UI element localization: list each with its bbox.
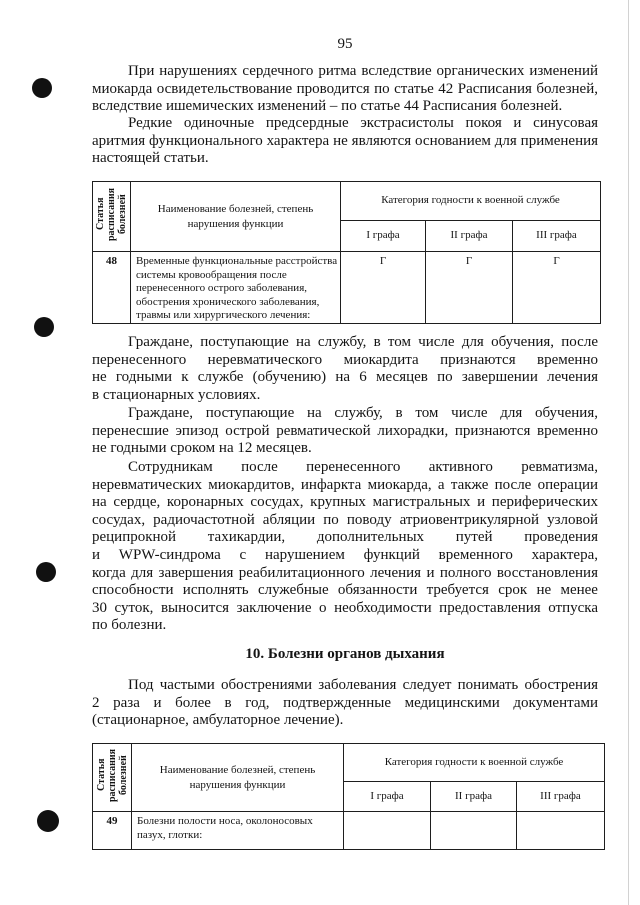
fitness-category-header: Категория годности к военной службе xyxy=(344,744,605,782)
column-2-header: II графа xyxy=(431,782,517,812)
scan-page-edge xyxy=(628,0,629,905)
text-line: способности исполнять служебные обязанности требуется срок не менее xyxy=(92,582,598,599)
paragraph xyxy=(92,459,598,635)
category-cell-column-2: Г xyxy=(426,252,513,324)
cell-text-line: пазух, глотки: xyxy=(137,828,203,841)
text-line: не годными сроком на 12 месяцев. xyxy=(92,440,312,457)
article-number-cell: 48 xyxy=(93,252,131,324)
category-cell-column-2 xyxy=(431,812,517,850)
cell-text-line: Болезни полости носа, околоносовых xyxy=(137,815,313,827)
text-line: При нарушениях сердечного ритма вследствие органических изменений xyxy=(128,63,599,79)
text-line: миокарда освидетельствование проводится по статье 42 Расписания болезней, xyxy=(92,80,598,97)
paragraph xyxy=(92,405,598,458)
text-line: 2 раза и более в год, подтвержденные медицинскими документами xyxy=(92,694,599,711)
paragraph xyxy=(92,115,598,168)
text-line: в стационарных условиях. xyxy=(92,386,261,403)
header-text: Статья xyxy=(95,758,107,792)
category-cell-column-1 xyxy=(344,812,431,850)
table-header-row xyxy=(93,744,605,782)
column-3-header: III графа xyxy=(517,782,605,812)
table-row xyxy=(93,252,601,324)
text-line: Под частыми обострениями заболевания следует понимать обострения xyxy=(128,677,599,693)
header-text: болезней xyxy=(117,755,129,796)
text-line: по болезни. xyxy=(92,617,167,634)
text-line: настоящей статьи. xyxy=(92,150,209,167)
category-cell-column-3 xyxy=(517,812,605,850)
article-column-header xyxy=(93,744,132,812)
header-text: нарушения функции xyxy=(187,217,284,230)
header-text: расписания xyxy=(106,187,117,241)
disease-name-column-header xyxy=(132,744,344,812)
article-column-header xyxy=(93,182,131,252)
disease-name-cell xyxy=(132,812,344,850)
punch-hole xyxy=(34,317,54,337)
section-heading: 10. Болезни органов дыхания xyxy=(245,646,445,662)
page-number: 95 xyxy=(337,36,353,52)
fitness-category-table xyxy=(92,181,601,324)
text-line: когда для завершения реабилитационного лечения и полного восстановления xyxy=(92,564,598,581)
column-1-header: I графа xyxy=(344,782,431,812)
fitness-category-header: Категория годности к военной службе xyxy=(341,182,601,221)
text-line: сосудах, радиочастотной абляции по поводу атриовентрикулярной узловой xyxy=(92,511,598,528)
text-line: Редкие одиночные предсердные экстрасистолы покоя и синусовая xyxy=(128,115,598,131)
column-3-header: III графа xyxy=(513,221,601,252)
paragraph xyxy=(92,334,598,404)
category-cell-column-1: Г xyxy=(341,252,426,324)
category-cell-column-3: Г xyxy=(513,252,601,324)
article-number-cell: 49 xyxy=(93,812,132,850)
paragraph xyxy=(92,677,598,730)
header-text: нарушения функции xyxy=(189,778,286,791)
text-line: неревматических миокардитов, инфаркта миокарда, а также после операции xyxy=(92,476,599,493)
header-text: расписания xyxy=(106,748,118,802)
text-line: (стационарное, амбулаторное лечение). xyxy=(92,712,344,729)
text-line: Сотрудникам после перенесенного активного ревматизма, xyxy=(128,459,598,475)
text-line: Граждане, поступающие на службу, в том числе для обучения, после xyxy=(128,334,598,350)
disease-name-cell xyxy=(131,252,341,324)
text-line: вследствие ишемических изменений – по статье 44 Расписания болезней. xyxy=(92,98,563,115)
cell-text-line: перенесенного острого заболевания, xyxy=(136,282,308,295)
punch-hole xyxy=(37,810,59,832)
text-line: не годными к службе (обучению) на 6 месяцев по завершении лечения xyxy=(92,369,599,386)
text-line: перенесенного неревматического миокардита признаются временно xyxy=(92,351,598,368)
header-text: Наименование болезней, степень xyxy=(157,203,314,215)
header-text: Наименование болезней, степень xyxy=(159,764,316,776)
fitness-category-table xyxy=(92,743,605,850)
text-line: на сердце, коронарных сосудах, крупных магистральных и периферических xyxy=(92,494,598,511)
cell-text-line: обострения хронического заболевания, xyxy=(136,295,320,308)
text-line: Граждане, поступающие на службу, в том числе для обучения, xyxy=(128,405,598,421)
cell-text-line: травмы или хирургического лечения: xyxy=(136,309,311,322)
article-column-label xyxy=(95,183,128,245)
cell-text-line: системы кровообращения после xyxy=(136,268,287,281)
disease-name-column-header xyxy=(131,182,341,252)
text-line: 30 суток, выносится заключение о необходимости предоставления отпуска xyxy=(92,599,599,616)
text-line: и WPW-синдрома с нарушением функций временного характера, xyxy=(92,546,598,563)
punch-hole xyxy=(32,78,52,98)
paragraph xyxy=(92,63,598,116)
article-column-label xyxy=(96,744,129,806)
punch-hole xyxy=(36,562,56,582)
text-line: реципрокной тахикардии, дополнительных путей проведения xyxy=(92,529,598,546)
text-line: аритмия функционального характера не являются основанием для применения xyxy=(92,132,599,149)
table-row xyxy=(93,812,605,850)
cell-text-line: Временные функциональные расстройства xyxy=(136,255,338,267)
header-text: болезней xyxy=(117,194,128,235)
column-1-header: I графа xyxy=(341,221,426,252)
column-2-header: II графа xyxy=(426,221,513,252)
header-text: Статья xyxy=(95,197,106,231)
table-header-row xyxy=(93,182,601,221)
text-line: перенесшие эпизод острой ревматической лихорадки, признаются временно xyxy=(92,422,598,439)
